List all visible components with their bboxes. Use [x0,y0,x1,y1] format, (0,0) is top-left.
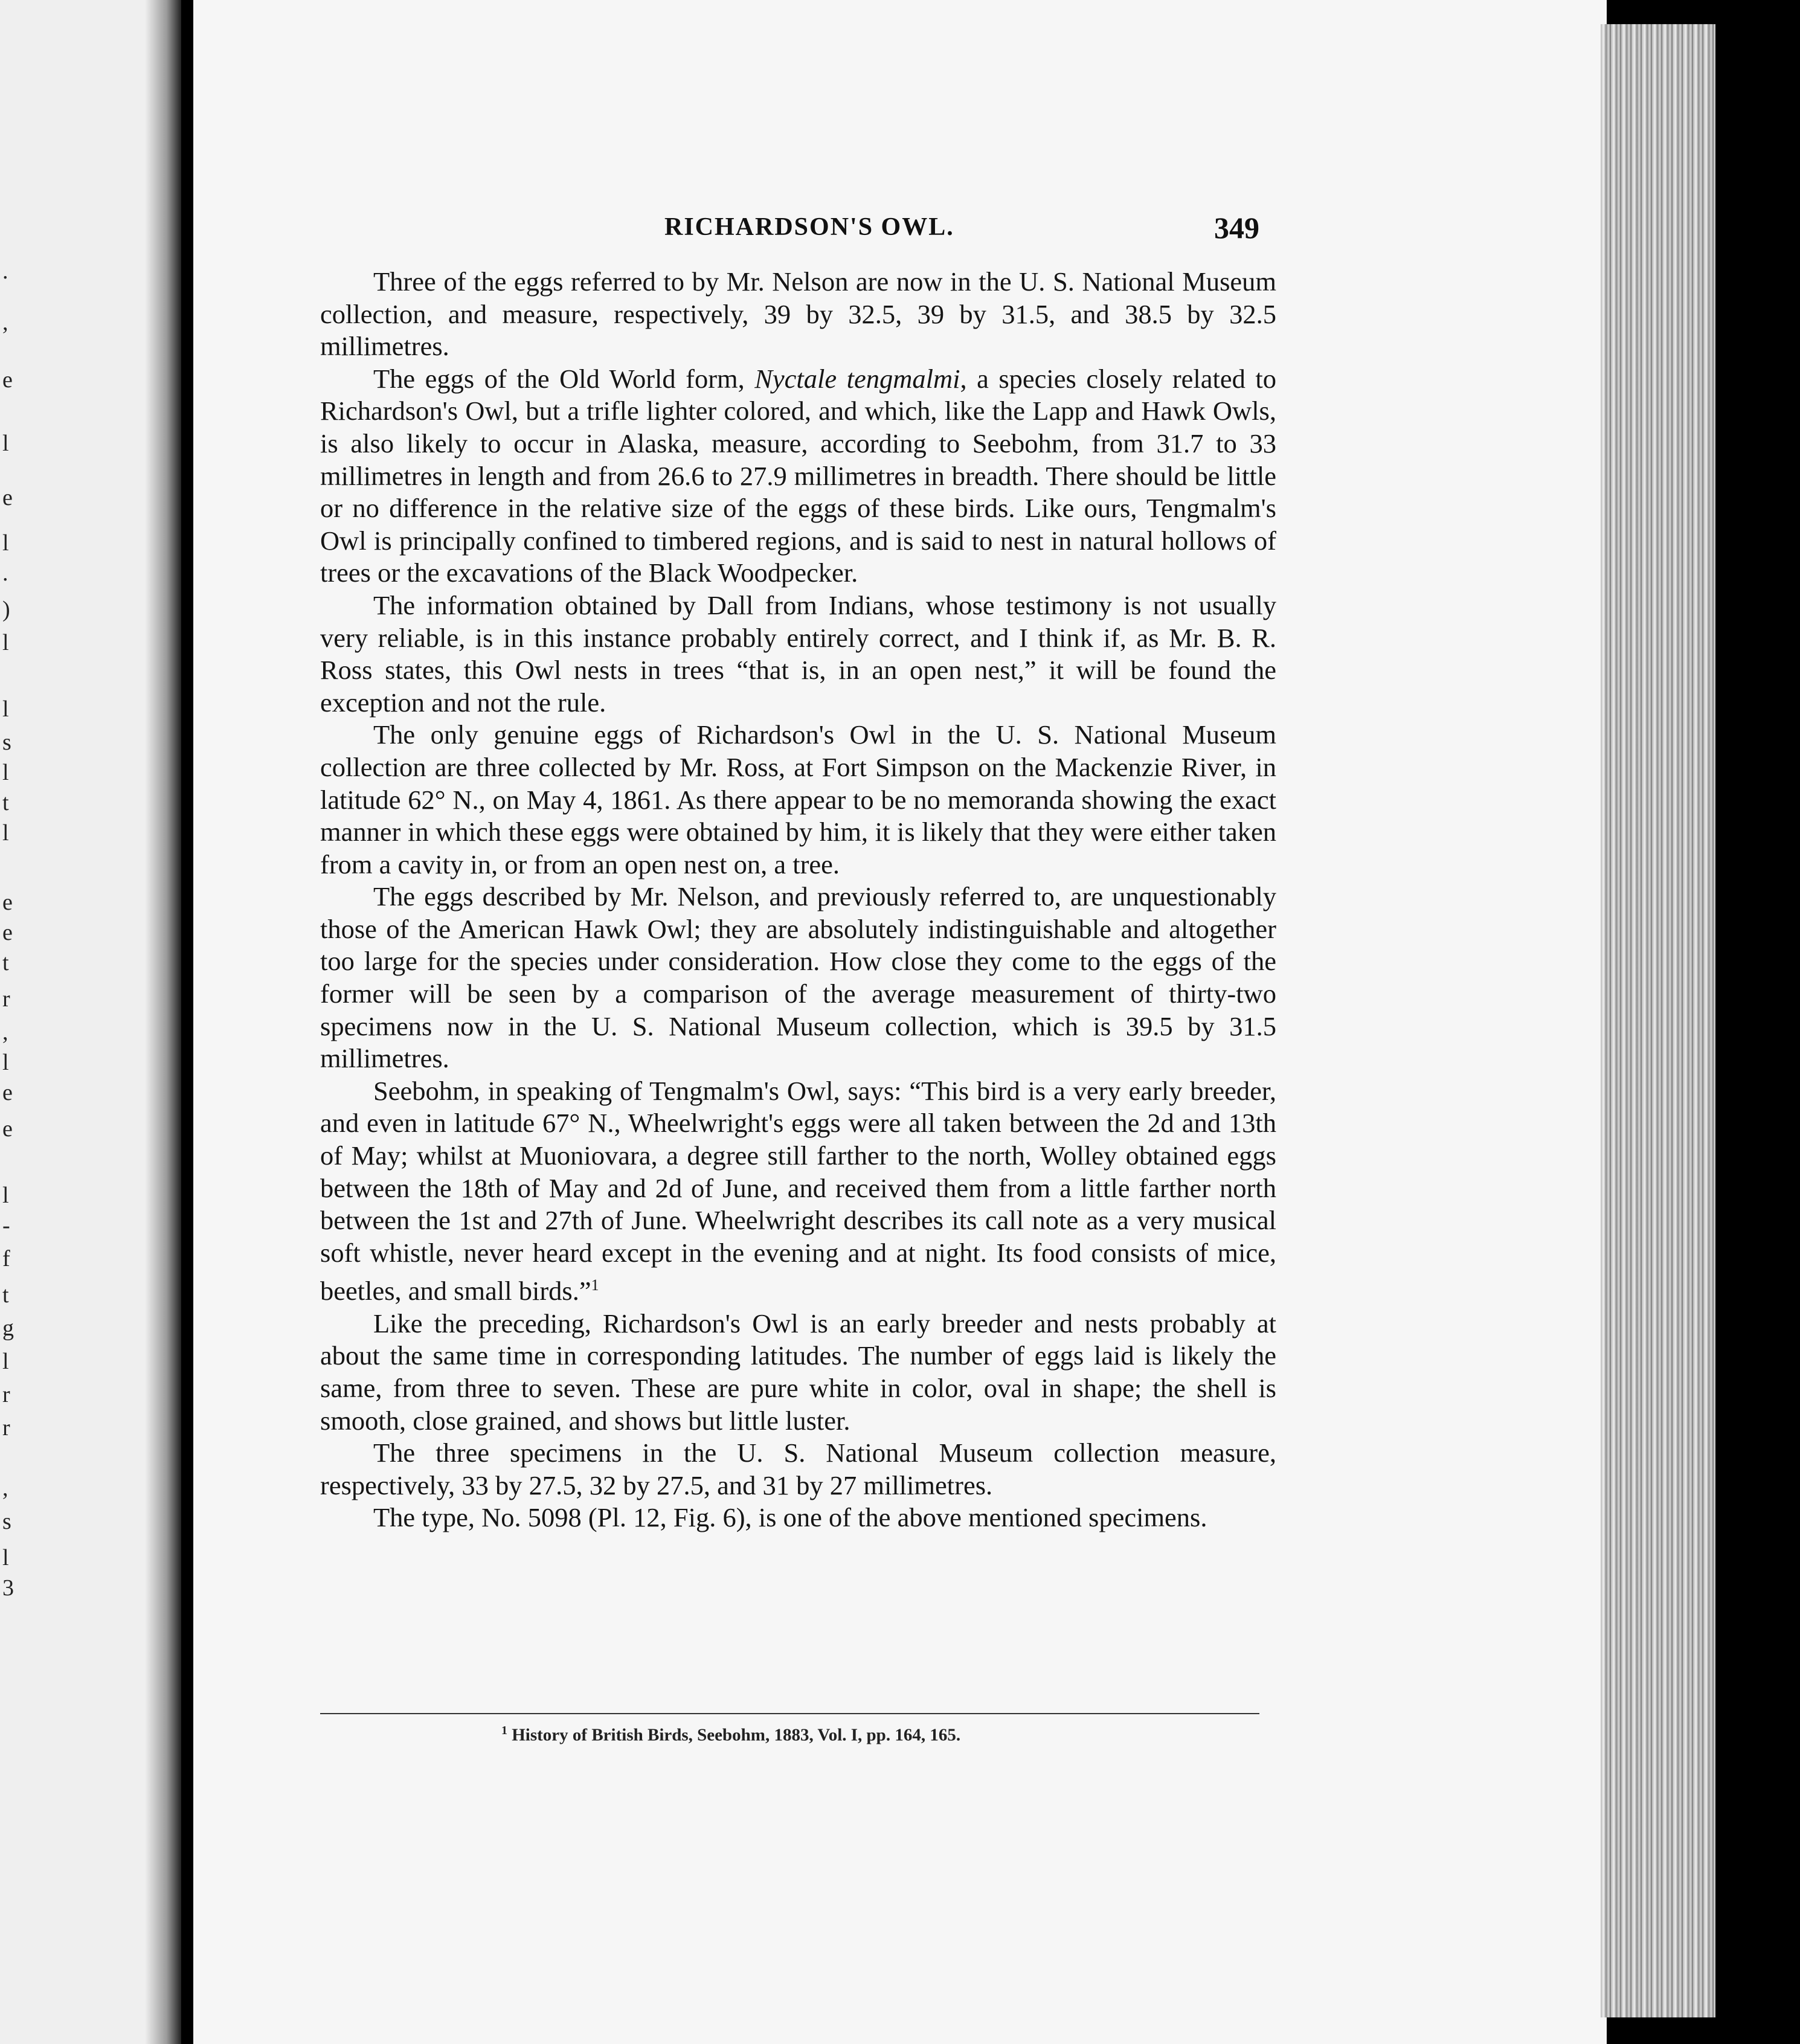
margin-char: f [2,1246,10,1271]
margin-char: l [2,1349,9,1374]
margin-char: l [2,431,9,456]
margin-char: l [2,530,9,556]
margin-char: l [2,1050,9,1075]
margin-char: t [2,1282,9,1308]
paragraph-3: The information obtained by Dall from Indians, whose testimony is not usually very reliable, is in this instance probably entirely correct, and I think if, as Mr. B. R. Ross states, this Owl nests in trees “that is, in an open nest,” it will be found the exception and not the rule. [320,590,1276,718]
paragraph-2-rest: , a species closely related to Richardson's Owl, but a trifle lighter colored, and which, like the Lapp and Hawk Owls, is also likely to occur in Alaska, measure, according to Seebohm, from 31.7 to 33 millimetres in length and from 26.6 to 27.9 millimetres in breadth. There should be little or no difference in the relative size of the eggs of these birds. Like ours, Tengmalm's Owl is principally confined to timbered regions, and is said to nest in natural hollows of trees or the excavations of the Black Woodpecker. [320,363,1277,588]
margin-char: - [2,1213,10,1238]
margin-char: e [2,485,13,510]
margin-char: e [2,367,13,393]
margin-char: g [2,1316,14,1341]
page-edges [1601,24,1721,2017]
margin-char: t [2,790,9,815]
background-edge [1715,0,1800,2044]
margin-char: r [2,1382,10,1407]
paragraph-9: The type, No. 5098 (Pl. 12, Fig. 6), is one of the above mentioned specimens. [373,1502,1207,1533]
margin-char: l [2,1183,9,1208]
margin-char: l [2,630,9,655]
margin-char: l [2,760,9,785]
margin-char: ) [2,597,10,622]
margin-char: t [2,950,9,975]
margin-char: . [2,561,8,586]
paragraph-2-start: The eggs of the Old World form, [373,363,755,394]
paragraph-6-text: Seebohm, in speaking of Tengmalm's Owl, says: “This bird is a very early breeder, and even in latitude 67° N., Wheelwright's eggs were all taken between the 2d and 13th of May; whilst at Muoniovara, a degree still farther to the north, Wolley obtained eggs between the 18th of May and 2d of June, and received them from a little farther north between the 1st and 27th of June. Wheelwright describes its call note as a very musical soft whistle, never heard except in the evening and at night. Its food consists of mice, beetles, and small birds.” [320,1075,1276,1306]
margin-char: s [2,1509,11,1534]
footnote-reference: 1 [591,1276,599,1294]
species-name: Nyctale tengmalmi [754,363,960,394]
margin-char: e [2,1116,13,1142]
margin-char: l [2,1545,9,1570]
paragraph-7: Like the preceding, Richardson's Owl is an early breeder and nests probably at about the same time in corresponding latitudes. The number of eggs laid is likely the same, from three to seven. These are pure white in color, oval in shape; the shell is smooth, close grained, and shows but little luster. [320,1308,1276,1436]
page-number: 349 [1214,211,1259,245]
margin-char: l [2,820,9,846]
margin-char: , [2,310,8,335]
footnote-rule [320,1713,1259,1714]
margin-char: e [2,1080,13,1105]
margin-char: s [2,730,11,755]
footnote-text: History of British Birds, Seebohm, 1883, Vol. I, pp. 164, 165. [512,1725,961,1745]
paragraph-6 [320,1075,1276,1308]
running-head: RICHARDSON'S OWL. [664,213,954,241]
margin-char: l [2,696,9,722]
paragraph-4: The only genuine eggs of Richardson's Owl in the U. S. National Museum collection are three collected by Mr. Ross, at Fort Simpson on the Mackenzie River, in latitude 62° N., on May 4, 1861. As there appear to be no memoranda showing the exact manner in which these eggs were obtained by him, it is likely that they were either taken from a cavity in, or from an open nest on, a tree. [320,719,1276,879]
footnote-mark: 1 [501,1724,507,1737]
paragraph-2 [320,363,1276,590]
margin-char: , [2,1020,8,1045]
paragraph-5: The eggs described by Mr. Nelson, and previously referred to, are unquestionably those of the American Hawk Owl; they are absolutely indistinguishable and altogether too large for the species under consideration. How close they come to the eggs of the former will be seen by a comparison of the average measurement of thirty-two specimens now in the U. S. National Museum collection, which is 39.5 by 31.5 millimetres. [320,881,1276,1074]
margin-char: r [2,986,10,1012]
footnote [501,1724,960,1746]
gutter-shadow [145,0,181,2044]
margin-char: , [2,1476,8,1501]
body-text [320,266,1276,1534]
paragraph-1: Three of the eggs referred to by Mr. Nelson are now in the U. S. National Museum collection, and measure, respectively, 39 by 32.5, 39 by 31.5, and 38.5 by 32.5 millimetres. [320,266,1276,362]
paragraph-8: The three specimens in the U. S. National Museum collection measure, respectively, 33 by 27.5, 32 by 27.5, and 31 by 27 millimetres. [320,1438,1276,1500]
margin-char: 3 [2,1575,14,1601]
margin-char: e [2,890,13,915]
margin-char: r [2,1415,10,1441]
margin-char: e [2,920,13,945]
margin-char: . [2,259,8,284]
